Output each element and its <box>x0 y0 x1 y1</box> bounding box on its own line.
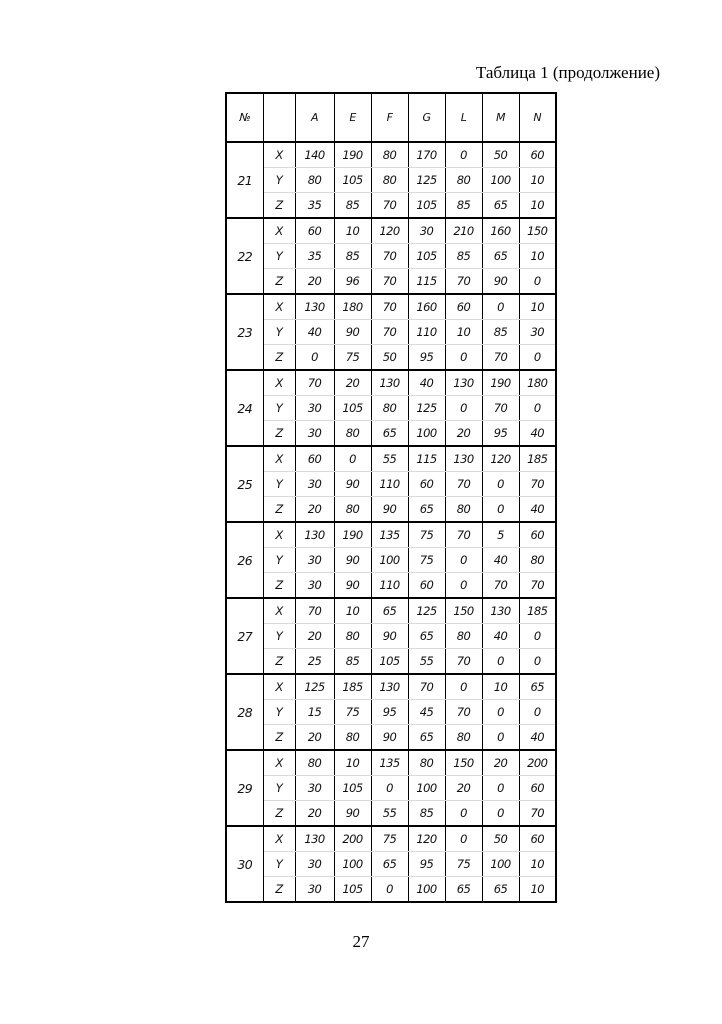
value-cell: 65 <box>519 674 556 700</box>
value-cell: 10 <box>334 218 371 244</box>
value-cell: 75 <box>371 826 408 852</box>
value-cell: 0 <box>482 725 519 751</box>
value-cell: 5 <box>482 522 519 548</box>
value-cell: 125 <box>408 598 445 624</box>
value-cell: 35 <box>295 193 334 219</box>
value-cell: 95 <box>408 852 445 877</box>
value-cell: 65 <box>408 725 445 751</box>
value-cell: 135 <box>371 522 408 548</box>
axis-cell: X <box>263 522 295 548</box>
value-cell: 70 <box>519 472 556 497</box>
table-row <box>226 396 556 421</box>
value-cell: 75 <box>334 700 371 725</box>
value-cell: 125 <box>408 396 445 421</box>
value-cell: 130 <box>482 598 519 624</box>
value-cell: 25 <box>295 649 334 675</box>
value-cell: 100 <box>482 168 519 193</box>
value-cell: 130 <box>371 674 408 700</box>
variant-number-cell: 28 <box>226 674 263 750</box>
value-cell: 60 <box>519 776 556 801</box>
value-cell: 70 <box>482 345 519 371</box>
table-row <box>226 522 556 548</box>
value-cell: 85 <box>445 193 482 219</box>
value-cell: 60 <box>295 218 334 244</box>
axis-cell: Z <box>263 801 295 827</box>
value-cell: 85 <box>408 801 445 827</box>
value-cell: 0 <box>482 497 519 523</box>
value-cell: 0 <box>334 446 371 472</box>
value-cell: 0 <box>482 776 519 801</box>
value-cell: 50 <box>482 142 519 168</box>
value-cell: 150 <box>519 218 556 244</box>
header-cell-l: L <box>445 93 482 142</box>
value-cell: 20 <box>295 801 334 827</box>
value-cell: 130 <box>445 370 482 396</box>
table-row <box>226 269 556 295</box>
table-row <box>226 294 556 320</box>
table-row <box>226 446 556 472</box>
value-cell: 80 <box>371 142 408 168</box>
header-cell-e: E <box>334 93 371 142</box>
value-cell: 80 <box>371 168 408 193</box>
value-cell: 20 <box>295 725 334 751</box>
table-caption: Таблица 1 (продолжение) <box>475 63 660 82</box>
table-row <box>226 548 556 573</box>
value-cell: 96 <box>334 269 371 295</box>
value-cell: 65 <box>371 421 408 447</box>
value-cell: 35 <box>295 244 334 269</box>
variant-number-cell: 27 <box>226 598 263 674</box>
value-cell: 90 <box>371 624 408 649</box>
value-cell: 20 <box>445 776 482 801</box>
axis-cell: X <box>263 674 295 700</box>
value-cell: 80 <box>334 725 371 751</box>
header-cell-g: G <box>408 93 445 142</box>
value-cell: 120 <box>408 826 445 852</box>
value-cell: 90 <box>334 320 371 345</box>
value-cell: 60 <box>408 573 445 599</box>
value-cell: 60 <box>519 522 556 548</box>
axis-cell: Y <box>263 472 295 497</box>
value-cell: 0 <box>519 269 556 295</box>
value-cell: 30 <box>295 877 334 903</box>
value-cell: 80 <box>445 624 482 649</box>
value-cell: 60 <box>295 446 334 472</box>
variant-number-cell: 23 <box>226 294 263 370</box>
value-cell: 95 <box>482 421 519 447</box>
value-cell: 130 <box>445 446 482 472</box>
table-row <box>226 674 556 700</box>
axis-cell: Z <box>263 497 295 523</box>
table-row <box>226 776 556 801</box>
value-cell: 150 <box>445 598 482 624</box>
table-row <box>226 700 556 725</box>
value-cell: 20 <box>295 269 334 295</box>
value-cell: 20 <box>482 750 519 776</box>
value-cell: 30 <box>519 320 556 345</box>
header-cell-f: F <box>371 93 408 142</box>
value-cell: 130 <box>295 522 334 548</box>
coordinates-table <box>225 92 557 903</box>
value-cell: 95 <box>408 345 445 371</box>
value-cell: 20 <box>445 421 482 447</box>
value-cell: 10 <box>445 320 482 345</box>
value-cell: 10 <box>519 244 556 269</box>
value-cell: 40 <box>519 725 556 751</box>
value-cell: 40 <box>519 421 556 447</box>
value-cell: 200 <box>334 826 371 852</box>
value-cell: 100 <box>408 421 445 447</box>
axis-cell: Y <box>263 168 295 193</box>
value-cell: 0 <box>482 801 519 827</box>
value-cell: 30 <box>408 218 445 244</box>
value-cell: 65 <box>482 193 519 219</box>
axis-cell: Y <box>263 700 295 725</box>
axis-cell: X <box>263 598 295 624</box>
header-cell-m: M <box>482 93 519 142</box>
value-cell: 0 <box>519 345 556 371</box>
value-cell: 65 <box>482 877 519 903</box>
value-cell: 105 <box>334 168 371 193</box>
value-cell: 0 <box>482 472 519 497</box>
value-cell: 40 <box>482 548 519 573</box>
value-cell: 170 <box>408 142 445 168</box>
value-cell: 0 <box>445 142 482 168</box>
value-cell: 50 <box>482 826 519 852</box>
axis-cell: Z <box>263 269 295 295</box>
value-cell: 0 <box>519 396 556 421</box>
axis-cell: Y <box>263 624 295 649</box>
value-cell: 30 <box>295 421 334 447</box>
value-cell: 105 <box>408 244 445 269</box>
value-cell: 0 <box>519 700 556 725</box>
value-cell: 30 <box>295 396 334 421</box>
value-cell: 0 <box>482 700 519 725</box>
value-cell: 60 <box>519 142 556 168</box>
value-cell: 125 <box>295 674 334 700</box>
table-row <box>226 218 556 244</box>
table-row <box>226 472 556 497</box>
variant-number-cell: 26 <box>226 522 263 598</box>
axis-cell: X <box>263 446 295 472</box>
header-cell-a: A <box>295 93 334 142</box>
value-cell: 105 <box>371 649 408 675</box>
axis-cell: X <box>263 294 295 320</box>
table-row <box>226 497 556 523</box>
value-cell: 105 <box>408 193 445 219</box>
value-cell: 160 <box>408 294 445 320</box>
value-cell: 90 <box>334 801 371 827</box>
value-cell: 65 <box>371 598 408 624</box>
value-cell: 70 <box>482 396 519 421</box>
value-cell: 80 <box>445 725 482 751</box>
table-row <box>226 421 556 447</box>
value-cell: 10 <box>334 598 371 624</box>
header-cell-n: N <box>519 93 556 142</box>
value-cell: 30 <box>295 852 334 877</box>
value-cell: 120 <box>371 218 408 244</box>
value-cell: 30 <box>295 573 334 599</box>
value-cell: 70 <box>371 294 408 320</box>
axis-cell: X <box>263 750 295 776</box>
value-cell: 130 <box>371 370 408 396</box>
value-cell: 40 <box>519 497 556 523</box>
value-cell: 190 <box>482 370 519 396</box>
table-row <box>226 370 556 396</box>
axis-cell: Y <box>263 396 295 421</box>
value-cell: 100 <box>482 852 519 877</box>
value-cell: 55 <box>408 649 445 675</box>
value-cell: 50 <box>371 345 408 371</box>
value-cell: 0 <box>519 624 556 649</box>
variant-number-cell: 25 <box>226 446 263 522</box>
value-cell: 70 <box>371 269 408 295</box>
value-cell: 120 <box>482 446 519 472</box>
axis-cell: Z <box>263 573 295 599</box>
axis-cell: Y <box>263 852 295 877</box>
value-cell: 80 <box>295 750 334 776</box>
table-row <box>226 725 556 751</box>
variant-number-cell: 24 <box>226 370 263 446</box>
value-cell: 70 <box>519 573 556 599</box>
value-cell: 20 <box>334 370 371 396</box>
value-cell: 20 <box>295 497 334 523</box>
value-cell: 60 <box>445 294 482 320</box>
value-cell: 10 <box>519 294 556 320</box>
value-cell: 185 <box>334 674 371 700</box>
value-cell: 0 <box>445 396 482 421</box>
value-cell: 85 <box>334 244 371 269</box>
table-row <box>226 193 556 219</box>
value-cell: 45 <box>408 700 445 725</box>
value-cell: 0 <box>445 573 482 599</box>
table-body <box>226 142 556 902</box>
value-cell: 135 <box>371 750 408 776</box>
value-cell: 70 <box>482 573 519 599</box>
axis-cell: Z <box>263 725 295 751</box>
table-row <box>226 345 556 371</box>
page-number: 27 <box>352 932 370 951</box>
axis-cell: Z <box>263 421 295 447</box>
table-row <box>226 320 556 345</box>
value-cell: 10 <box>482 674 519 700</box>
table-row <box>226 826 556 852</box>
value-cell: 90 <box>334 548 371 573</box>
value-cell: 0 <box>371 877 408 903</box>
value-cell: 70 <box>371 320 408 345</box>
table-row <box>226 624 556 649</box>
value-cell: 30 <box>295 548 334 573</box>
value-cell: 80 <box>408 750 445 776</box>
value-cell: 185 <box>519 446 556 472</box>
table-row <box>226 598 556 624</box>
value-cell: 110 <box>371 472 408 497</box>
table-row <box>226 649 556 675</box>
value-cell: 180 <box>334 294 371 320</box>
value-cell: 75 <box>445 852 482 877</box>
variant-number-cell: 30 <box>226 826 263 902</box>
table-row <box>226 852 556 877</box>
value-cell: 110 <box>408 320 445 345</box>
value-cell: 70 <box>445 700 482 725</box>
value-cell: 65 <box>408 624 445 649</box>
value-cell: 70 <box>445 269 482 295</box>
value-cell: 80 <box>334 624 371 649</box>
value-cell: 105 <box>334 776 371 801</box>
table-row <box>226 168 556 193</box>
value-cell: 110 <box>371 573 408 599</box>
value-cell: 190 <box>334 522 371 548</box>
axis-cell: X <box>263 142 295 168</box>
value-cell: 125 <box>408 168 445 193</box>
value-cell: 0 <box>445 674 482 700</box>
value-cell: 85 <box>445 244 482 269</box>
value-cell: 100 <box>408 877 445 903</box>
table-row <box>226 142 556 168</box>
value-cell: 65 <box>371 852 408 877</box>
value-cell: 30 <box>295 776 334 801</box>
axis-cell: Z <box>263 193 295 219</box>
value-cell: 70 <box>519 801 556 827</box>
table-row <box>226 877 556 903</box>
axis-cell: X <box>263 826 295 852</box>
value-cell: 90 <box>334 472 371 497</box>
value-cell: 80 <box>295 168 334 193</box>
variant-number-cell: 29 <box>226 750 263 826</box>
value-cell: 130 <box>295 294 334 320</box>
table-row <box>226 750 556 776</box>
axis-cell: X <box>263 218 295 244</box>
header-cell-axis <box>263 93 295 142</box>
value-cell: 30 <box>295 472 334 497</box>
value-cell: 0 <box>445 826 482 852</box>
value-cell: 105 <box>334 396 371 421</box>
value-cell: 10 <box>519 168 556 193</box>
axis-cell: Y <box>263 244 295 269</box>
value-cell: 70 <box>445 522 482 548</box>
value-cell: 90 <box>334 573 371 599</box>
value-cell: 115 <box>408 446 445 472</box>
value-cell: 130 <box>295 826 334 852</box>
value-cell: 70 <box>371 193 408 219</box>
variant-number-cell: 21 <box>226 142 263 218</box>
value-cell: 55 <box>371 446 408 472</box>
value-cell: 190 <box>334 142 371 168</box>
table-header-row <box>226 93 556 142</box>
value-cell: 80 <box>371 396 408 421</box>
value-cell: 70 <box>408 674 445 700</box>
table-row <box>226 801 556 827</box>
axis-cell: Y <box>263 776 295 801</box>
value-cell: 200 <box>519 750 556 776</box>
value-cell: 95 <box>371 700 408 725</box>
axis-cell: Y <box>263 320 295 345</box>
value-cell: 0 <box>295 345 334 371</box>
value-cell: 105 <box>334 877 371 903</box>
value-cell: 90 <box>371 725 408 751</box>
value-cell: 70 <box>295 598 334 624</box>
value-cell: 10 <box>519 193 556 219</box>
value-cell: 85 <box>482 320 519 345</box>
value-cell: 90 <box>482 269 519 295</box>
value-cell: 180 <box>519 370 556 396</box>
value-cell: 185 <box>519 598 556 624</box>
table-row <box>226 573 556 599</box>
value-cell: 40 <box>482 624 519 649</box>
value-cell: 0 <box>482 649 519 675</box>
value-cell: 70 <box>295 370 334 396</box>
axis-cell: Z <box>263 649 295 675</box>
value-cell: 140 <box>295 142 334 168</box>
value-cell: 65 <box>445 877 482 903</box>
value-cell: 75 <box>408 522 445 548</box>
header-cell-number: № <box>226 93 263 142</box>
value-cell: 40 <box>408 370 445 396</box>
value-cell: 150 <box>445 750 482 776</box>
value-cell: 0 <box>482 294 519 320</box>
value-cell: 80 <box>334 421 371 447</box>
value-cell: 80 <box>334 497 371 523</box>
value-cell: 40 <box>295 320 334 345</box>
value-cell: 0 <box>519 649 556 675</box>
value-cell: 75 <box>408 548 445 573</box>
value-cell: 70 <box>445 649 482 675</box>
axis-cell: Z <box>263 877 295 903</box>
value-cell: 65 <box>408 497 445 523</box>
value-cell: 90 <box>371 497 408 523</box>
value-cell: 100 <box>334 852 371 877</box>
table-row <box>226 244 556 269</box>
value-cell: 0 <box>371 776 408 801</box>
value-cell: 65 <box>482 244 519 269</box>
axis-cell: Z <box>263 345 295 371</box>
value-cell: 85 <box>334 193 371 219</box>
value-cell: 80 <box>519 548 556 573</box>
value-cell: 0 <box>445 801 482 827</box>
value-cell: 85 <box>334 649 371 675</box>
value-cell: 70 <box>445 472 482 497</box>
value-cell: 115 <box>408 269 445 295</box>
value-cell: 70 <box>371 244 408 269</box>
value-cell: 100 <box>408 776 445 801</box>
value-cell: 10 <box>334 750 371 776</box>
value-cell: 20 <box>295 624 334 649</box>
value-cell: 0 <box>445 548 482 573</box>
value-cell: 15 <box>295 700 334 725</box>
value-cell: 160 <box>482 218 519 244</box>
value-cell: 0 <box>445 345 482 371</box>
value-cell: 80 <box>445 497 482 523</box>
value-cell: 80 <box>445 168 482 193</box>
axis-cell: Y <box>263 548 295 573</box>
value-cell: 100 <box>371 548 408 573</box>
value-cell: 10 <box>519 852 556 877</box>
value-cell: 75 <box>334 345 371 371</box>
value-cell: 60 <box>408 472 445 497</box>
value-cell: 55 <box>371 801 408 827</box>
value-cell: 210 <box>445 218 482 244</box>
value-cell: 60 <box>519 826 556 852</box>
value-cell: 10 <box>519 877 556 903</box>
axis-cell: X <box>263 370 295 396</box>
variant-number-cell: 22 <box>226 218 263 294</box>
